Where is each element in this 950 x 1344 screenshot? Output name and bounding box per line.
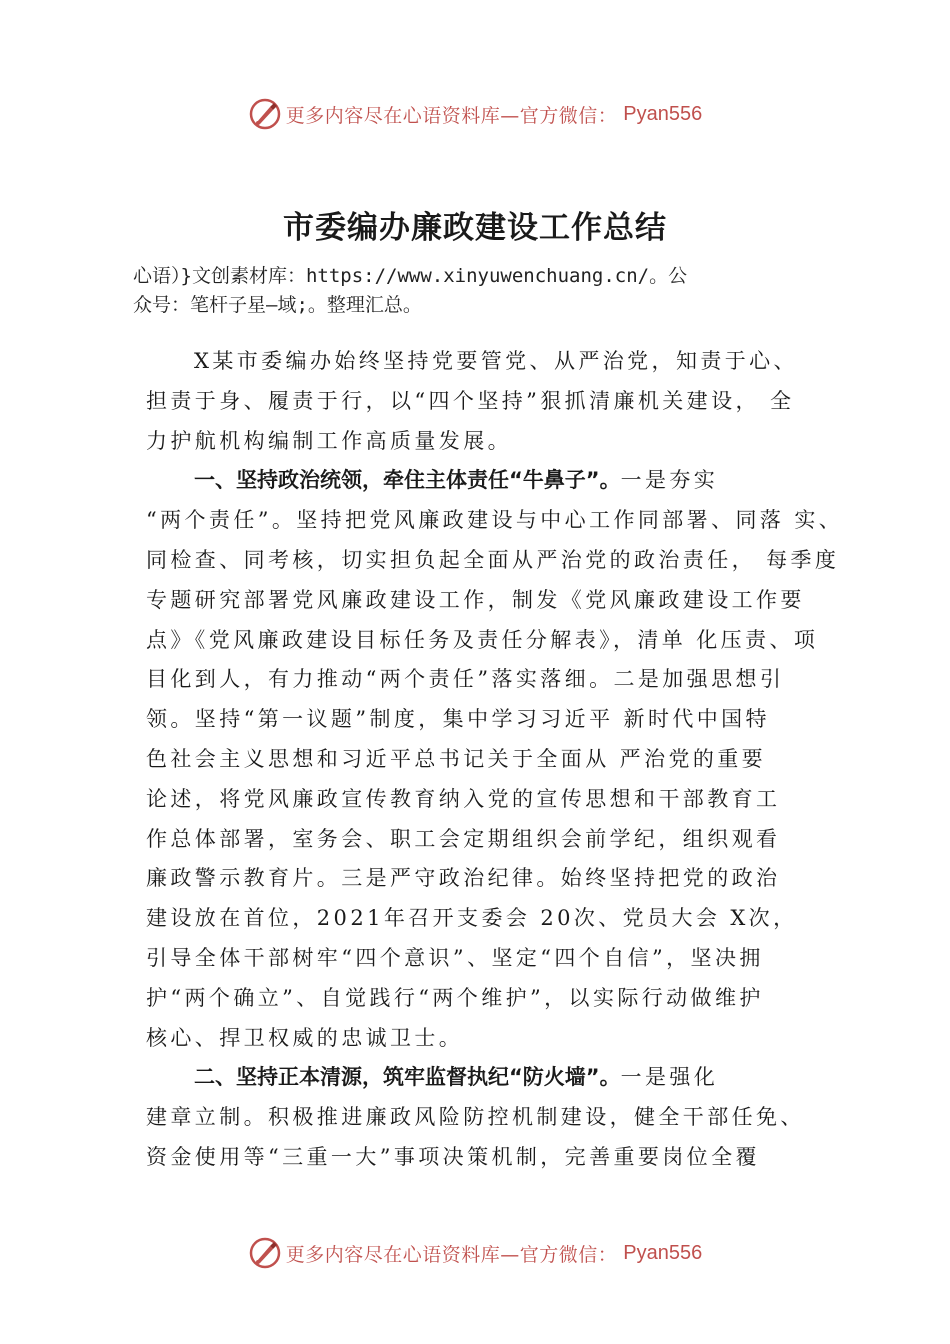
banner-wechat-id: Pyan556	[623, 102, 703, 125]
body-line: 核心、捍卫权威的忠诚卫士。	[146, 1025, 464, 1050]
section-heading: 一、坚持政治统领，牵住主体责任“牛鼻子”。	[194, 468, 621, 493]
banner-text: 更多内容尽在心语资料库—官方微信：	[285, 104, 618, 127]
source-line: 众号：笔杆子星—域;。整理汇总。	[133, 294, 422, 316]
watermark-banner-bottom	[0, 1233, 950, 1273]
body-line: 建设放在首位，2021年召开支委会 20次、党员大会 X次，	[146, 906, 798, 931]
body-line: 色社会主义思想和习近平总书记关于全面从 严治党的重要	[146, 746, 767, 771]
body-line: 护“两个确立”、自觉践行“两个维护”，以实际行动做维护	[146, 985, 764, 1010]
section-heading: 二、坚持正本清源，筑牢监督执纪“防火墙”。	[194, 1065, 621, 1090]
body-line: X某市委编办始终坚持党要管党、从严治党，知责于心、	[194, 349, 798, 373]
watermark-banner-top	[0, 94, 950, 134]
body-line: 力护航机构编制工作高质量发展。	[146, 428, 512, 453]
body-line: 专题研究部署党风廉政建设工作，制发《党风廉政建设工作要	[146, 587, 805, 612]
brush-pen-logo-icon	[248, 97, 282, 131]
section-first-line	[146, 1058, 826, 1098]
source-note	[133, 262, 823, 320]
body-line: “两个责任”。坚持把党风廉政建设与中心工作同部署、同落 实、	[146, 508, 844, 533]
body-line: 资金使用等“三重一大”事项决策机制，完善重要岗位全覆	[146, 1144, 760, 1169]
body-line: 作总体部署，室务会、职工会定期组织会前学纪，组织观看	[146, 826, 781, 851]
body-line: 目化到人，有力推动“两个责任”落实落细。二是加强思想引	[146, 667, 785, 692]
document-title: 市委编办廉政建设工作总结	[283, 210, 667, 246]
body-text: 一是夯实	[620, 468, 719, 493]
body-text: 一是强化	[620, 1065, 719, 1090]
banner-text: 更多内容尽在心语资料库—官方微信：	[285, 1243, 618, 1266]
body-line: 廉政警示教育片。三是严守政治纪律。始终坚持把党的政治	[146, 866, 781, 891]
body-line: 建章立制。积极推进廉政风险防控机制建设，健全干部任免、	[146, 1105, 805, 1130]
body-line: 点》《党风廉政建设目标任务及责任分解表》，清单 化压责、项	[146, 627, 819, 652]
document-body	[146, 342, 844, 1178]
body-line: 论述，将党风廉政宣传教育纳入党的宣传思想和干部教育工	[146, 786, 781, 811]
brush-pen-logo-icon	[248, 1236, 282, 1270]
body-line: 引导全体干部树牢“四个意识”、坚定“四个自信”，坚决拥	[146, 945, 764, 970]
body-line: 同检查、同考核，切实担负起全面从严治党的政治责任， 每季度	[146, 547, 840, 572]
banner-wechat-id: Pyan556	[623, 1241, 703, 1264]
section-first-line	[146, 461, 826, 501]
source-line: 心语）}文创素材库：https://www.xinyuwenchuang.cn/。公	[133, 265, 688, 287]
body-line: 担责于身、履责于行，以“四个坚持”狠抓清廉机关建设， 全	[146, 388, 795, 413]
body-line: 领。坚持“第一议题”制度，集中学习习近平 新时代中国特	[146, 707, 770, 732]
